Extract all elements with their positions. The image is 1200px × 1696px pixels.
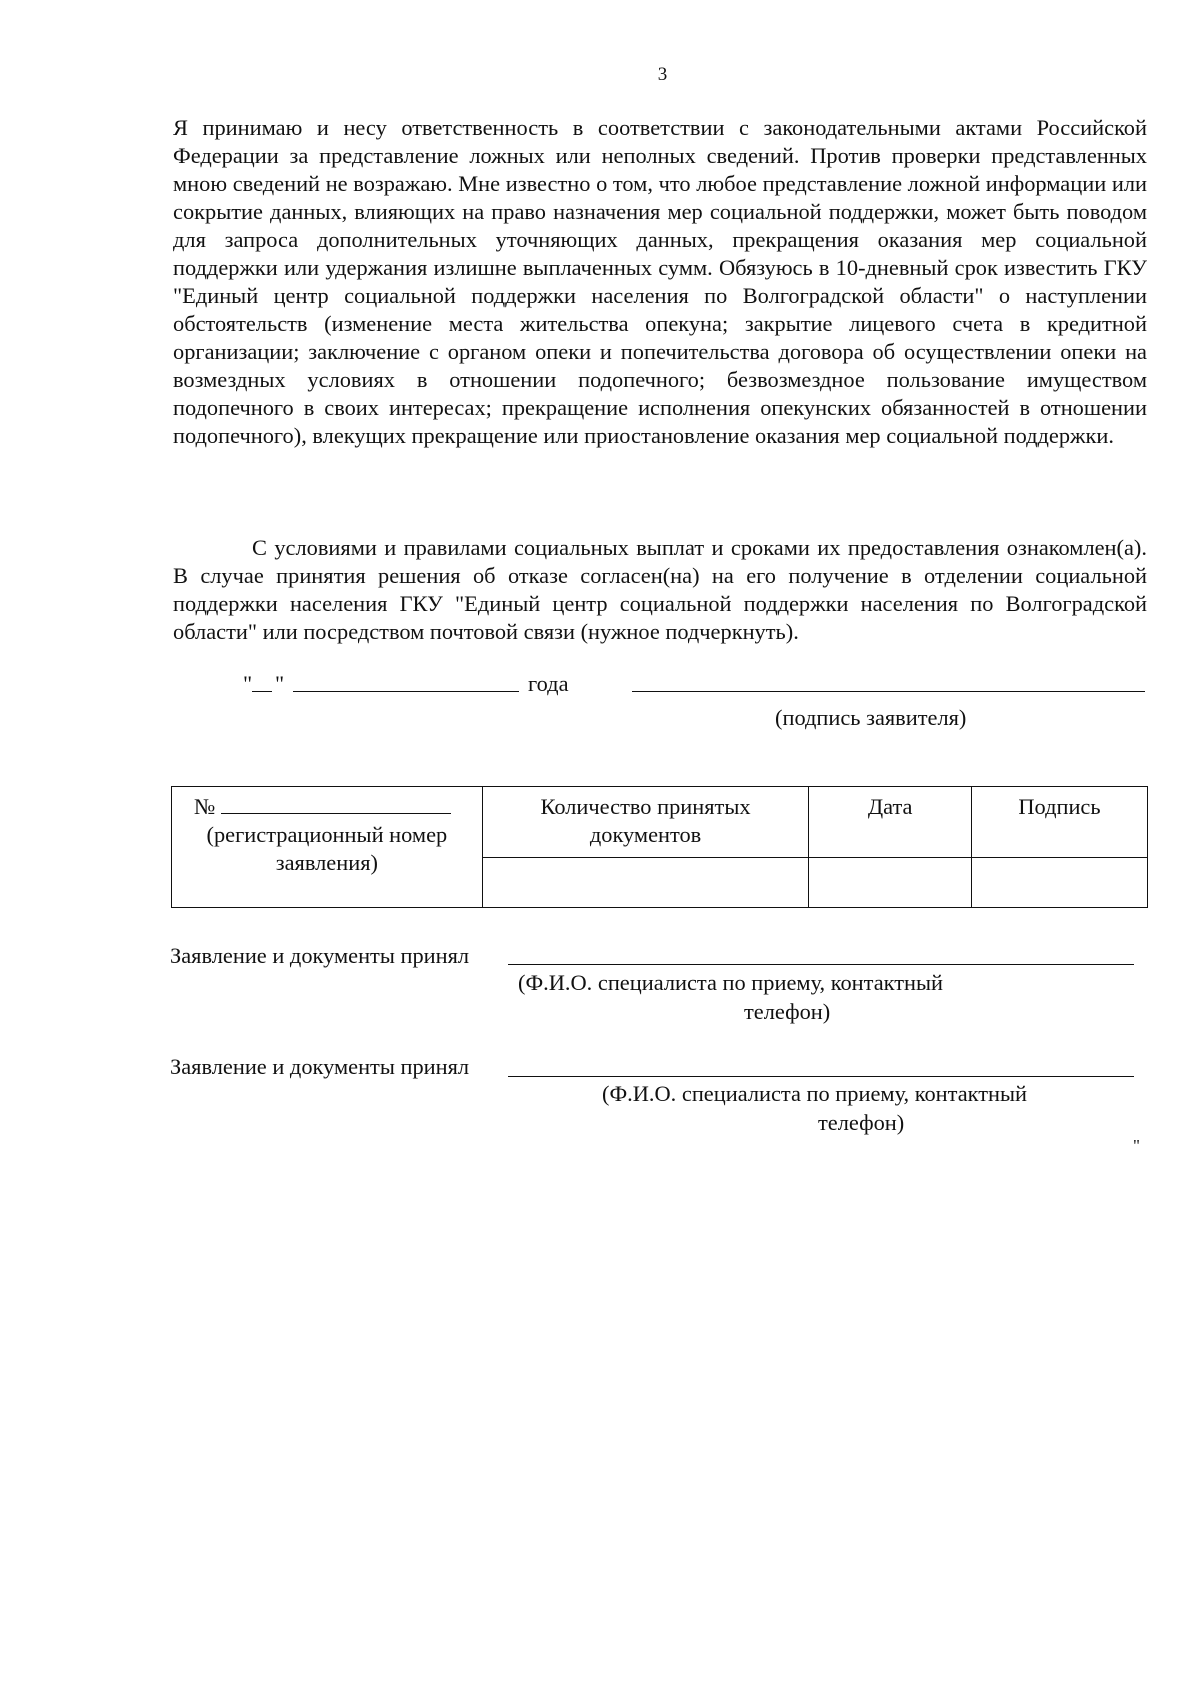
acceptance-label: Заявление и документы принял (170, 1054, 470, 1079)
quantity-value-cell (482, 858, 809, 908)
month-blank (293, 691, 519, 692)
date-value-cell (809, 858, 972, 908)
date-header: Дата (809, 787, 972, 858)
day-blank (252, 691, 272, 692)
signature-blank (632, 691, 1145, 692)
registration-number-blank (221, 793, 451, 814)
number-sign: № (194, 794, 216, 819)
acceptance-caption-line1: (Ф.И.О. специалиста по приему, контактный (602, 1081, 1028, 1106)
conditions-paragraph: С условиями и правилами социальных выплат и сроками их предоставления ознакомлен(а). В случае принятия решения об отказе согласен(на) на его получение в отделении социальной поддержки населения ГКУ "Единый центр социальной поддержки населения по Волгоградской области" или посредством почтовой связи (нужное подчеркнуть). (173, 535, 1147, 644)
registration-table (171, 786, 1148, 908)
acceptance-label: Заявление и документы принял (170, 943, 470, 968)
acceptance-blank (508, 1076, 1134, 1077)
page-number: 3 (657, 64, 668, 85)
closing-quote: " (1133, 1136, 1140, 1155)
signature-value-cell (971, 858, 1147, 908)
date-quote-close: " (275, 671, 285, 696)
quantity-header: Количество принятых документов (482, 787, 809, 858)
acceptance-caption-line1: (Ф.И.О. специалиста по приему, контактный (518, 970, 944, 995)
registration-number-caption: (регистрационный номер заявления) (206, 822, 448, 875)
registration-number-cell (172, 787, 483, 908)
signature-caption: (подпись заявителя) (775, 705, 967, 730)
date-quote-open: " (243, 671, 253, 696)
responsibility-paragraph: Я принимаю и несу ответственность в соответствии с законодательными актами Российской Федерации за представление ложных или неполных сведений. Против проверки представленных мною сведений не возражаю. Мне известно о том, что любое представление ложной информации или сокрытие данных, влияющих на право назначения мер социальной поддержки, может быть поводом для запроса дополнительных уточняющих данных, прекращения оказания мер социальной поддержки или удержания излишне выплаченных сумм. Обязуюсь в 10-дневный срок известить ГКУ "Единый центр социальной поддержки населения по Волгоградской области" о наступлении обстоятельств (изменение места жительства опекуна; закрытие лицевого счета в кредитной организации; заключение с органом опеки и попечительства договора об осуществлении опеки на возмездных условиях в отношении подопечного; безвозмездное пользование имуществом подопечного в своих интересах; прекращение исполнения опекунских обязанностей в отношении подопечного), влекущих прекращение или приостановление оказания мер социальной поддержки. (173, 115, 1147, 448)
acceptance-blank (508, 964, 1134, 965)
signature-header: Подпись (971, 787, 1147, 858)
year-word: года (528, 671, 569, 696)
acceptance-caption-line2: телефон) (744, 999, 831, 1024)
acceptance-caption-line2: телефон) (818, 1110, 905, 1135)
